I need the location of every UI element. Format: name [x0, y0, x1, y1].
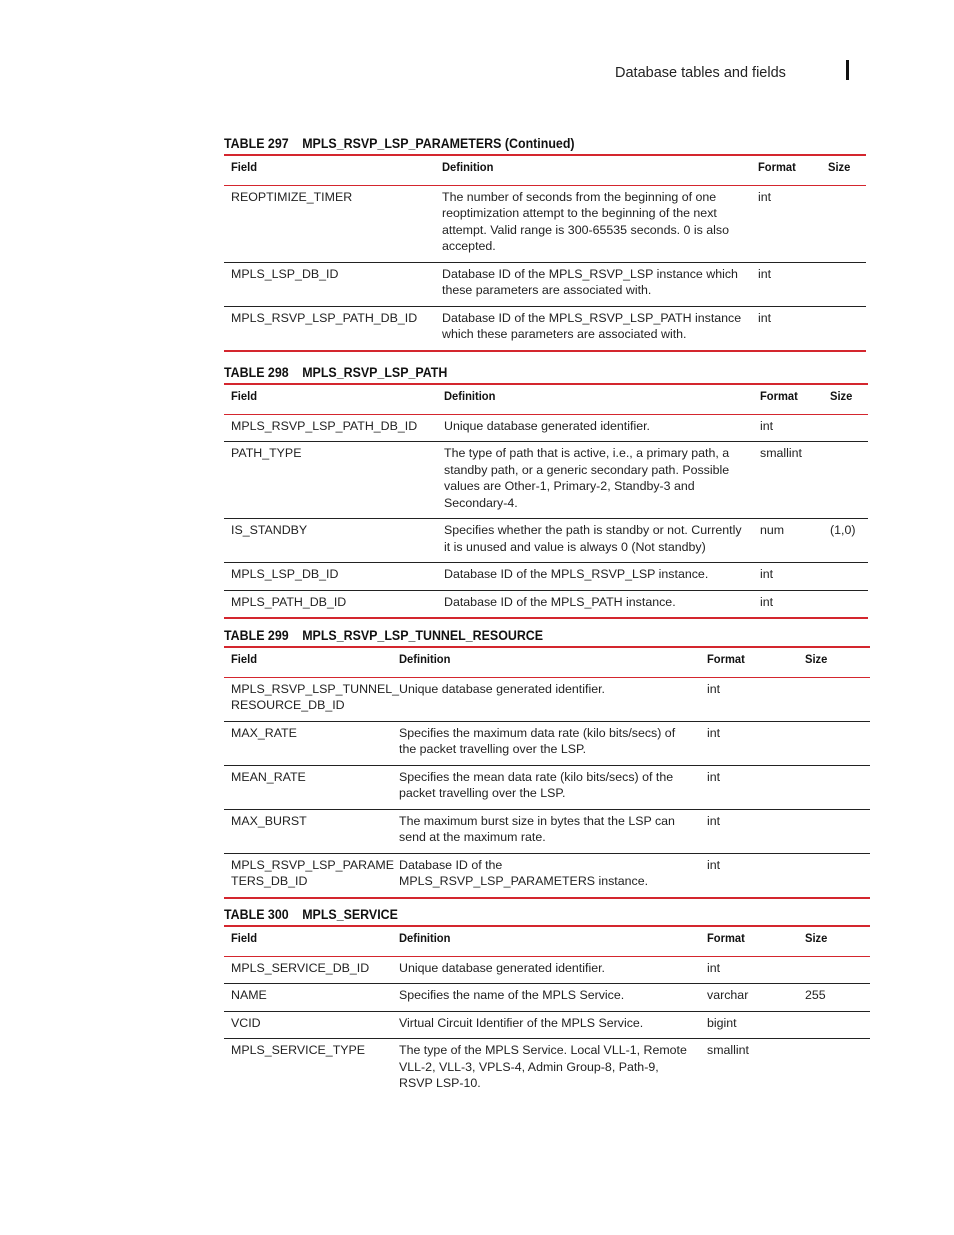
column-header-field: [224, 384, 437, 414]
cell-format: smallint: [753, 442, 823, 519]
cell-format: int: [753, 414, 823, 442]
cell-size: [823, 590, 868, 618]
column-header-label: Size: [828, 160, 851, 174]
table-header-row: [224, 647, 870, 677]
table-number: TABLE 297: [224, 136, 289, 151]
column-header-label: Field: [231, 931, 258, 945]
table-row: [224, 809, 870, 853]
cell-definition: Specifies whether the path is standby or not. Currently it is unused and value is always 0 (Not standby): [437, 519, 753, 563]
table-title: MPLS_RSVP_LSP_PARAMETERS (Continued): [302, 136, 575, 151]
table-header-row: [224, 155, 866, 185]
cell-definition: Virtual Circuit Identifier of the MPLS Service.: [392, 1011, 700, 1039]
column-header-format: [700, 647, 798, 677]
table-caption: [224, 626, 818, 646]
cell-field: IS_STANDBY: [224, 519, 437, 563]
cell-field: MPLS_RSVP_LSP_PARAME TERS_DB_ID: [224, 853, 392, 898]
data-table: [224, 925, 870, 1099]
cell-size: [798, 1011, 870, 1039]
cell-definition: Unique database generated identifier.: [437, 414, 753, 442]
cell-size: [798, 853, 870, 898]
table-row: [224, 984, 870, 1012]
cell-size: [798, 677, 870, 721]
table-row: [224, 519, 868, 563]
cell-field: PATH_TYPE: [224, 442, 437, 519]
cell-format: int: [700, 853, 798, 898]
cell-field: VCID: [224, 1011, 392, 1039]
table-number: TABLE 299: [224, 628, 289, 643]
table-number: TABLE 300: [224, 907, 289, 922]
table-row: [224, 1011, 870, 1039]
data-table: [224, 646, 870, 899]
cell-definition: The type of path that is active, i.e., a primary path, a standby path, or a generic secondary path. Possible values are Other-1, Primary-2, Standby-3 and Secondary-4.: [437, 442, 753, 519]
cell-format: int: [700, 765, 798, 809]
cell-definition: Database ID of the MPLS_RSVP_LSP_PARAMETERS instance.: [392, 853, 700, 898]
column-header-format: [753, 384, 823, 414]
cell-size: [798, 956, 870, 984]
table-number: TABLE 298: [224, 365, 289, 380]
column-header-label: Definition: [399, 931, 451, 945]
table-row: [224, 306, 866, 351]
table-row: [224, 721, 870, 765]
cell-definition: The number of seconds from the beginning of one reoptimization attempt to the beginning of the next attempt. Valid range is 300-65535 seconds. 0 is also accepted.: [435, 185, 751, 262]
cell-definition: Database ID of the MPLS_PATH instance.: [437, 590, 753, 618]
column-header-size: [798, 926, 870, 956]
column-header-definition: [392, 926, 700, 956]
cell-definition: Unique database generated identifier.: [392, 956, 700, 984]
column-header-size: [821, 155, 866, 185]
table-row: [224, 442, 868, 519]
column-header-size: [798, 647, 870, 677]
table-row: [224, 262, 866, 306]
cell-format: num: [753, 519, 823, 563]
cell-size: [823, 563, 868, 591]
table-row: [224, 677, 870, 721]
cell-format: int: [700, 677, 798, 721]
cell-format: smallint: [707, 1043, 749, 1057]
table-block: [224, 626, 870, 899]
column-header-size: [823, 384, 868, 414]
cell-field: MEAN_RATE: [224, 765, 392, 809]
column-header-label: Definition: [442, 160, 494, 174]
cell-format: int: [751, 306, 821, 351]
cell-field: MAX_RATE: [224, 721, 392, 765]
cell-definition: Specifies the mean data rate (kilo bits/secs) of the packet travelling over the LSP.: [392, 765, 700, 809]
table-caption: [224, 363, 816, 383]
cell-field: MPLS_LSP_DB_ID: [224, 262, 435, 306]
column-header-field: [224, 647, 392, 677]
table-block: [224, 905, 870, 1099]
cell-size: [823, 414, 868, 442]
cell-size: 255: [798, 984, 870, 1012]
cell-field: MPLS_LSP_DB_ID: [224, 563, 437, 591]
column-header-field: [224, 155, 435, 185]
column-header-label: Field: [231, 389, 258, 403]
column-header-label: Size: [805, 652, 828, 666]
cell-definition: The type of the MPLS Service. Local VLL-1, Remote VLL-2, VLL-3, VPLS-4, Admin Group-8, Path-9, RSVP LSP-10.: [399, 1043, 687, 1090]
cell-format: bigint: [700, 1011, 798, 1039]
column-header-label: Field: [231, 160, 258, 174]
cell-size: [821, 185, 866, 262]
table-row: [224, 956, 870, 984]
column-header-label: Definition: [444, 389, 496, 403]
cell-size: [798, 765, 870, 809]
cell-field: MAX_BURST: [224, 809, 392, 853]
cell-format: int: [753, 590, 823, 618]
column-header-definition: [392, 647, 700, 677]
cell-field: REOPTIMIZE_TIMER: [224, 185, 435, 262]
header-rule-mark: [846, 60, 849, 80]
column-header-format: [751, 155, 821, 185]
cell-format: varchar: [700, 984, 798, 1012]
cell-size: [823, 442, 868, 519]
cell-field: MPLS_RSVP_LSP_TUNNEL_ RESOURCE_DB_ID: [224, 677, 392, 721]
cell-size: [798, 1039, 870, 1099]
column-header-definition: [437, 384, 753, 414]
column-header-label: Format: [760, 389, 798, 403]
table-header-row: [224, 926, 870, 956]
cell-size: [798, 809, 870, 853]
column-header-definition: [435, 155, 751, 185]
cell-field: MPLS_RSVP_LSP_PATH_DB_ID: [224, 306, 435, 351]
cell-format: int: [753, 563, 823, 591]
running-header: Database tables and fields: [615, 65, 786, 81]
column-header-label: Format: [707, 931, 745, 945]
table-title: MPLS_RSVP_LSP_TUNNEL_RESOURCE: [302, 628, 544, 643]
cell-definition: Database ID of the MPLS_RSVP_LSP instance which these parameters are associated with.: [435, 262, 751, 306]
cell-format: int: [751, 262, 821, 306]
cell-format: int: [700, 956, 798, 984]
cell-definition: The maximum burst size in bytes that the LSP can send at the maximum rate.: [392, 809, 700, 853]
table-row: [224, 853, 870, 898]
cell-definition: Specifies the name of the MPLS Service.: [392, 984, 700, 1012]
table-caption: [224, 134, 815, 154]
column-header-label: Format: [707, 652, 745, 666]
table-row: [224, 414, 868, 442]
column-header-format: [700, 926, 798, 956]
cell-format: int: [700, 721, 798, 765]
table-row: [224, 1039, 870, 1099]
cell-size: [821, 306, 866, 351]
cell-definition: Specifies the maximum data rate (kilo bits/secs) of the packet travelling over the LSP.: [392, 721, 700, 765]
column-header-label: Size: [830, 389, 853, 403]
cell-field: MPLS_PATH_DB_ID: [224, 590, 437, 618]
column-header-label: Definition: [399, 652, 451, 666]
data-table: [224, 383, 868, 619]
table-row: [224, 590, 868, 618]
table-row: [224, 563, 868, 591]
table-title: MPLS_RSVP_LSP_PATH: [302, 365, 448, 380]
cell-field: MPLS_SERVICE_DB_ID: [224, 956, 392, 984]
column-header-field: [224, 926, 392, 956]
table-block: [224, 363, 868, 619]
cell-field: MPLS_RSVP_LSP_PATH_DB_ID: [224, 414, 437, 442]
table-title: MPLS_SERVICE: [302, 907, 398, 922]
cell-definition: Database ID of the MPLS_RSVP_LSP instance.: [437, 563, 753, 591]
cell-format: int: [751, 185, 821, 262]
cell-size: [821, 262, 866, 306]
table-header-row: [224, 384, 868, 414]
table-row: [224, 185, 866, 262]
column-header-label: Field: [231, 652, 258, 666]
table-block: [224, 134, 866, 352]
cell-size: [798, 721, 870, 765]
table-caption: [224, 905, 818, 925]
table-row: [224, 765, 870, 809]
cell-field: NAME: [224, 984, 392, 1012]
cell-format: int: [700, 809, 798, 853]
cell-field: MPLS_SERVICE_TYPE: [231, 1043, 366, 1057]
cell-definition: Unique database generated identifier.: [392, 677, 700, 721]
cell-size: (1,0): [823, 519, 868, 563]
column-header-label: Format: [758, 160, 796, 174]
column-header-label: Size: [805, 931, 828, 945]
cell-definition: Database ID of the MPLS_RSVP_LSP_PATH instance which these parameters are associated with.: [435, 306, 751, 351]
data-table: [224, 154, 866, 352]
